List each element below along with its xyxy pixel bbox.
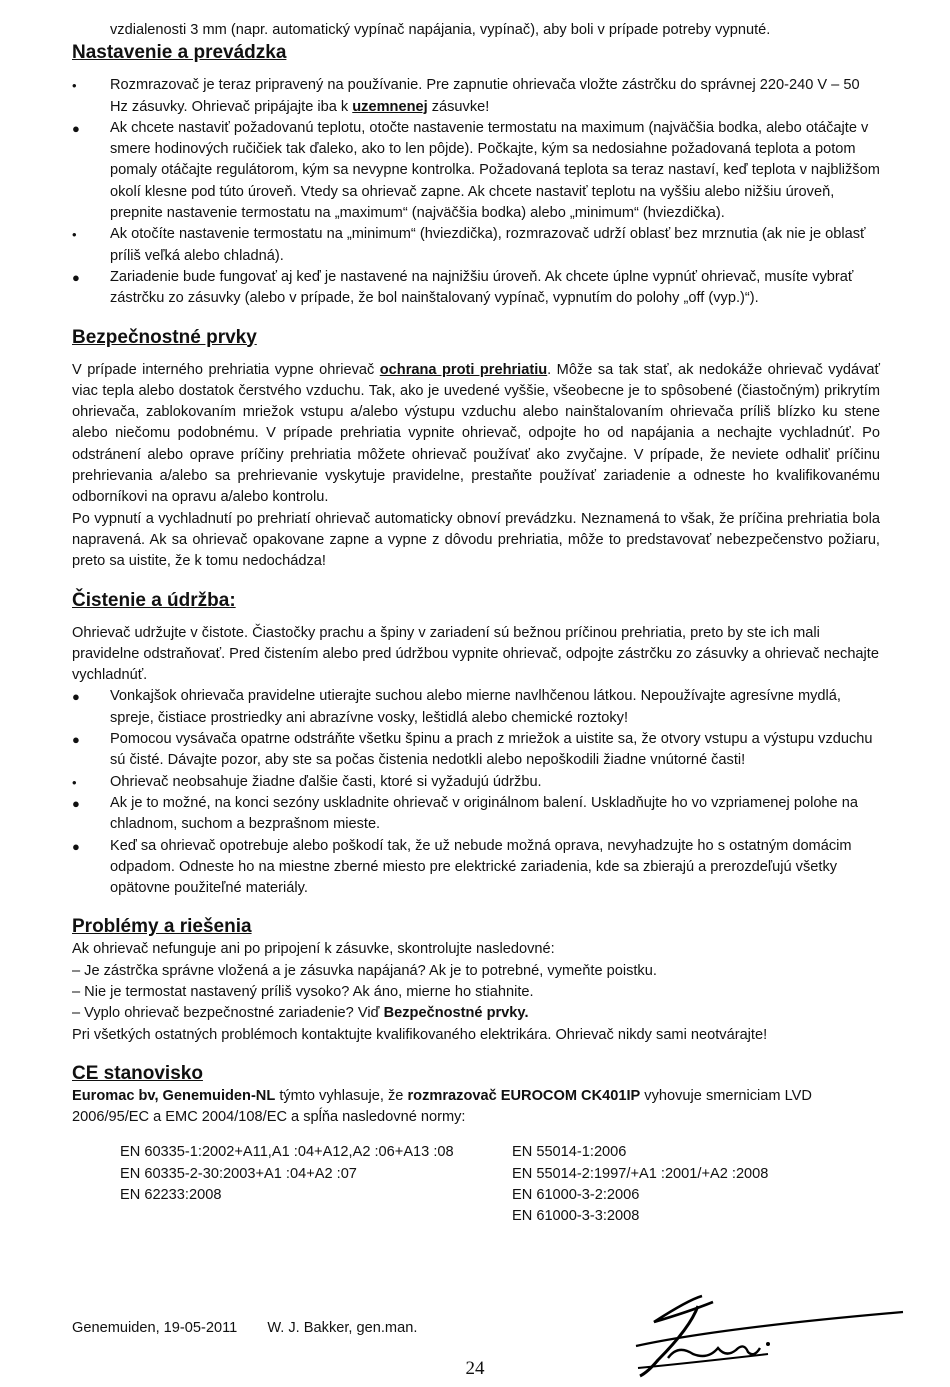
norms-column-right: [512, 1142, 768, 1227]
problems-line: – Nie je termostat nastavený príliš vysoko? Ak áno, mierne ho stiahnite.: [72, 983, 534, 1000]
norms-column-left: [120, 1142, 512, 1227]
norm-item: EN 60335-2-30:2003+A1 :04+A2 :07: [120, 1165, 357, 1182]
bullet-icon: ●: [72, 269, 80, 285]
cleaning-list: [72, 686, 880, 899]
list-item: • Ohrievač neobsahuje žiadne ďalšie časti, ktoré si vyžadujú údržbu.: [72, 772, 880, 793]
ce-paragraph: Euromac bv, Genemuiden-NL týmto vyhlasuje, že rozmrazovač EUROCOM CK401IP vyhovuje smerniciam LVD 2006/95/EC a EMC 2004/108/EC a spĺňa nasledovné normy:: [72, 1087, 812, 1126]
list-item: ● Pomocou vysávača opatrne odstráňte všetku špinu a prach z mriežok a uistite sa, že otvory vstupu a výstupu vzduchu sú čisté. Dávajte pozor, aby ste sa počas čistenia nedotkli alebo nepoškodili žiadne vnútorné časti!: [72, 731, 873, 769]
list-item: ● Ak chcete nastaviť požadovanú teplotu, otočte nastavenie termostatu na maximum (najväčšia bodka, alebo otáčajte v smere hodinových ručičiek tak ďaleko, ako to len pôjde). Počkajte, kým sa nedosiahne požadovaná teplota a potom pomaly otáčajte regulátorom, kým sa nevypne kontrolka. Požadovaná teplota sa teraz nastaví, keď teplota v najbližšom okolí klesne pod túto úroveň. Vtedy sa ohrievač zapne. Ak chcete nastaviť teplotu na vyššiu alebo nižšiu úroveň, prepnite nastavenie termostatu na „maximum“ (najväčšia bodka) alebo „minimum“ (hviezdička).: [72, 119, 880, 222]
norm-item: EN 61000-3-3:2008: [512, 1208, 640, 1225]
bullet-icon: ●: [72, 732, 80, 748]
norms-list: [72, 1142, 880, 1227]
section-title-problems: Problémy a riešenia: [72, 916, 252, 938]
signatory-name: W. J. Bakker, gen.man.: [267, 1320, 418, 1336]
section-title-operation: Nastavenie a prevádzka: [72, 42, 287, 64]
bullet-icon: ●: [72, 838, 80, 854]
norm-item: EN 55014-1:2006: [512, 1144, 627, 1161]
section-title-safety: Bezpečnostné prvky: [72, 326, 257, 348]
safety-paragraph-2: Po vypnutí a vychladnutí po prehriatí ohrievač automaticky obnoví prevádzku. Neznamená to však, že príčina prehriatia bola napravená. Ak sa ohrievač opakovane zapne a vypne z dôvodu prehriatia, môže to predstavovať nebezpečenstvo požiaru, preto sa uistite, že k tomu nedochádza!: [72, 510, 880, 570]
list-item: ● Zariadenie bude fungovať aj keď je nastavené na najnižšiu úroveň. Ak chcete úplne vypnúť ohrievač, musíte vybrať zástrčku zo zásuvky (alebo v prípade, že bol nainštalovaný vypínač, vypnutím do polohy „off (vyp.)“).: [72, 268, 854, 307]
norm-item: EN 60335-1:2002+A11,A1 :04+A12,A2 :06+A13 :08: [120, 1144, 454, 1161]
bullet-icon: ●: [72, 689, 80, 705]
intro-line: vzdialenosti 3 mm (napr. automatický vypínač napájania, vypínač), aby boli v prípade potreby vypnuté.: [110, 22, 771, 38]
problems-line: Pri všetkých ostatných problémoch kontaktujte kvalifikovaného elektrikára. Ohrievač nikdy sami neotvárajte!: [72, 1026, 768, 1043]
list-item: • Rozmrazovač je teraz pripravený na používanie. Pre zapnutie ohrievača vložte zástrčku do správnej 220-240 V – 50 Hz zásuvky. Ohrievač pripájajte iba k uzemnenej zásuvke!: [72, 77, 860, 115]
signoff-line: [72, 1320, 443, 1336]
safety-paragraph: V prípade interného prehriatia vypne ohrievač ochrana proti prehriatiu. Môže sa tak stať, ak nedokáže ohrievač vydávať viac tepla alebo dostatok čerstvého vzduchu. Tak, ako je uvedené vyššie, všeobecne je to spôsobené (čiastočným) prikrytím ohrievača, zablokovaním mriežok vstupu a/alebo výstupu vzduchu alebo nainštalovaním ohrievača príliš blízko ku stene alebo niečomu podobnému. V prípade prehriatia vypnite ohrievač, odpojte ho od napájania a nechajte vychladnúť. Po odstránení alebo oprave príčiny prehriatia môžete ohrievač používať ako zvyčajne. V prípade, že neviete odhaliť príčinu prehrievania a/alebo sa prehrievanie vyskytuje pravidelne, prestaňte používať zariadenie a odneste ho kvalifikovanému odborníkovi na opravu a/alebo kontrolu.: [72, 361, 880, 506]
list-item: • Ak otočíte nastavenie termostatu na „minimum“ (hviezdička), rozmrazovač udrží oblasť bez mrznutia (ak nie je oblasť príliš veľká alebo chladná).: [72, 226, 866, 264]
bullet-icon: ●: [72, 120, 80, 136]
section-title-cleaning: Čistenie a údržba:: [72, 589, 236, 611]
norm-item: EN 62233:2008: [120, 1187, 222, 1204]
place-date: Genemuiden, 19-05-2011: [72, 1320, 238, 1336]
cleaning-paragraph: Ohrievač udržujte v čistote. Čiastočky prachu a špiny v zariadení sú bežnou príčinou prehriatia, preto by ste ich mali pravidelne odstraňovať. Pred čistením alebo pred údržbou vypnite ohrievač, odpojte zástrčku zo zásuvky a ohrievač nechajte vychladnúť.: [72, 624, 879, 684]
norm-item: EN 55014-2:1997/+A1 :2001/+A2 :2008: [512, 1165, 769, 1182]
problems-line: – Je zástrčka správne vložená a je zásuvka napájaná? Ak je to potrebné, vymeňte poistku.: [72, 962, 657, 979]
problems-line: – Vyplo ohrievač bezpečnostné zariadenie? Viď Bezpečnostné prvky.: [72, 1005, 529, 1022]
problems-line: Ak ohrievač nefunguje ani po pripojení k zásuvke, skontrolujte nasledovné:: [72, 941, 555, 958]
bullet-icon: •: [72, 774, 77, 790]
section-title-ce: CE stanovisko: [72, 1062, 203, 1084]
bullet-icon: ●: [72, 795, 80, 811]
list-item: ● Ak je to možné, na konci sezóny uskladnite ohrievač v originálnom balení. Uskladňujte ho vo vzpriamenej polohe na chladnom, suchom a bezprašnom mieste.: [72, 794, 858, 833]
bullet-icon: •: [72, 227, 77, 243]
bullet-icon: •: [72, 78, 77, 94]
list-item: ● Vonkajšok ohrievača pravidelne utierajte suchou alebo mierne navlhčenou látkou. Nepoužívajte agresívne mydlá, spreje, čistiace prostriedky ani abrazívne vosky, leštidlá alebo chemické roztoky!: [72, 688, 841, 726]
document-page: [72, 20, 880, 1228]
operation-list: [72, 75, 880, 309]
page-number: 24: [465, 1358, 485, 1379]
list-item: ● Keď sa ohrievač opotrebuje alebo poškodí tak, že už nebude možná oprava, nevyhadzujte ho s ostatným domácim odpadom. Odneste ho na miestne zberné miesto pre elektrické zariadenia, kde sa zbierajú a prerozdeľujú všetky opätovne použiteľné materiály.: [72, 837, 852, 897]
norm-item: EN 61000-3-2:2006: [512, 1187, 640, 1204]
